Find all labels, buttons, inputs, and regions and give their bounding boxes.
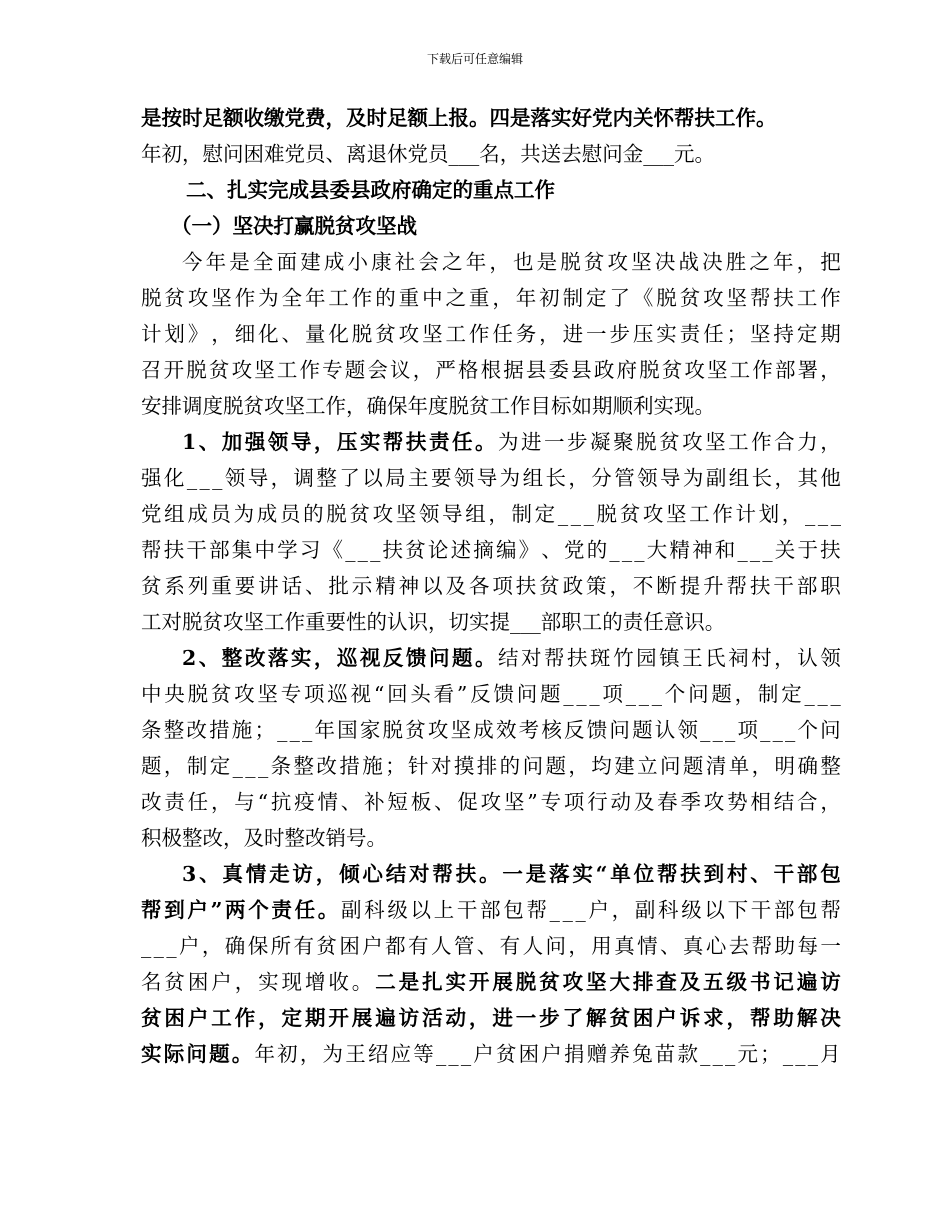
text-segment: 工对脱贫攻坚工作重要性的认识，切实提___部职工的责任意识。 bbox=[141, 610, 726, 634]
text-line bbox=[141, 820, 841, 856]
text-line bbox=[141, 208, 841, 244]
text-segment: 年初，慰问困难党员、离退休党员___名，共送去慰问金___元。 bbox=[141, 142, 715, 166]
text-line bbox=[141, 388, 841, 424]
text-line bbox=[141, 100, 841, 136]
text-segment: 积极整改，及时整改销号。 bbox=[141, 826, 387, 850]
text-segment: 二、扎实完成县委县政府确定的重点工作 bbox=[186, 178, 555, 202]
text-line: 1 、 加 强 领 导 ， 压 实 帮 扶 责 任 。 为 进 一 步 凝 聚 脱 贫 攻 坚 工 作 合 力 ， bbox=[182, 430, 841, 454]
text-line: 名 贫 困 户 ， 实 现 增 收 。 二 是 扎 实 开 展 脱 贫 攻 坚 大 排 查 及 五 级 书 记 遍 访 bbox=[141, 970, 841, 994]
text-line: 中 央 脱 贫 攻 坚 专 项 巡 视 “ 回 头 看 ” 反 馈 问 题 _ _ _ 项 _ _ _ 个 问 题 ， 制 定 _ _ _ bbox=[141, 682, 841, 706]
text-line: 脱 贫 攻 坚 作 为 全 年 工 作 的 重 中 之 重 ， 年 初 制 定 了 《 脱 贫 攻 坚 帮 扶 工 作 bbox=[141, 286, 841, 310]
text-line: 3 、 真 情 走 访 ， 倾 心 结 对 帮 扶 。 一 是 落 实 “ 单 位 帮 扶 到 村 、 干 部 包 bbox=[182, 862, 841, 886]
text-line: 条 整 改 措 施 ； _ _ _ 年 国 家 脱 贫 攻 坚 成 效 考 核 反 馈 问 题 认 领 _ _ _ 项 _ _ _ 个 问 bbox=[141, 718, 841, 742]
text-line: 召 开 脱 贫 攻 坚 工 作 专 题 会 议 ， 严 格 根 据 县 委 县 政 府 脱 贫 攻 坚 工 作 部 署 ， bbox=[141, 358, 841, 382]
text-line: 2 、 整 改 落 实 ， 巡 视 反 馈 问 题 。 结 对 帮 扶 斑 竹 园 镇 王 氏 祠 村 ， 认 领 bbox=[182, 646, 841, 670]
text-line: 题 ， 制 定 _ _ _ 条 整 改 措 施 ； 针 对 摸 排 的 问 题 ， 均 建 立 问 题 清 单 ， 明 确 整 bbox=[141, 754, 841, 778]
text-line bbox=[141, 604, 841, 640]
text-line: 今 年 是 全 面 建 成 小 康 社 会 之 年 ， 也 是 脱 贫 攻 坚 决 战 决 胜 之 年 ， 把 bbox=[182, 250, 841, 274]
text-line: 改 责 任 ， 与 “ 抗 疫 情 、 补 短 板 、 促 攻 坚 ” 专 项 行 动 及 春 季 攻 势 相 结 合 ， bbox=[141, 790, 841, 814]
text-line: 党 组 成 员 为 成 员 的 脱 贫 攻 坚 领 导 组 ， 制 定 _ _ _ 脱 贫 攻 坚 工 作 计 划 ， _ _ _ bbox=[141, 502, 841, 526]
text-segment: 安排调度脱贫攻坚工作，确保年度脱贫工作目标如期顺利实现。 bbox=[141, 394, 715, 418]
text-line: 强 化 _ _ _ 领 导 ， 调 整 了 以 局 主 要 领 导 为 组 长 ， 分 管 领 导 为 副 组 长 ， 其 他 bbox=[141, 466, 841, 490]
text-line: 实 际 问 题 。 年 初 ， 为 王 绍 应 等 _ _ _ 户 贫 困 户 捐 赠 养 兔 苗 款 _ _ _ 元 ； _ _ _ 月 bbox=[141, 1042, 841, 1066]
text-line: 帮 到 户 ” 两 个 责 任 。 副 科 级 以 上 干 部 包 帮 _ _ _ 户 ， 副 科 级 以 下 干 部 包 帮 bbox=[141, 898, 841, 922]
text-line: 帮 扶 干 部 集 中 学 习 《 _ _ _ 扶 贫 论 述 摘 编 》 、 党 的 _ _ _ 大 精 神 和 _ _ _ 关 于 扶 bbox=[141, 538, 841, 562]
page-header: 下载后可任意编辑 bbox=[426, 52, 523, 66]
text-line: 贫 困 户 工 作 ， 定 期 开 展 遍 访 活 动 ， 进 一 步 了 解 贫 困 户 诉 求 ， 帮 助 解 决 bbox=[141, 1006, 841, 1030]
text-line bbox=[141, 136, 841, 172]
text-line: 贫 系 列 重 要 讲 话 、 批 示 精 神 以 及 各 项 扶 贫 政 策 ， 不 断 提 升 帮 扶 干 部 职 bbox=[141, 574, 841, 598]
text-segment: 是按时足额收缴党费，及时足额上报。四是落实好党内关怀帮扶工作。 bbox=[141, 106, 777, 130]
text-line: _ _ _ 户 ， 确 保 所 有 贫 困 户 都 有 人 管 、 有 人 问 ， 用 真 情 、 真 心 去 帮 助 每 一 bbox=[141, 934, 841, 958]
document-body bbox=[141, 100, 841, 1072]
text-segment: （一）坚决打赢脱贫攻坚战 bbox=[171, 214, 417, 238]
text-line: 计 划 》 ， 细 化 、 量 化 脱 贫 攻 坚 工 作 任 务 ， 进 一 步 压 实 责 任 ； 坚 持 定 期 bbox=[141, 322, 841, 346]
text-line bbox=[141, 172, 841, 208]
